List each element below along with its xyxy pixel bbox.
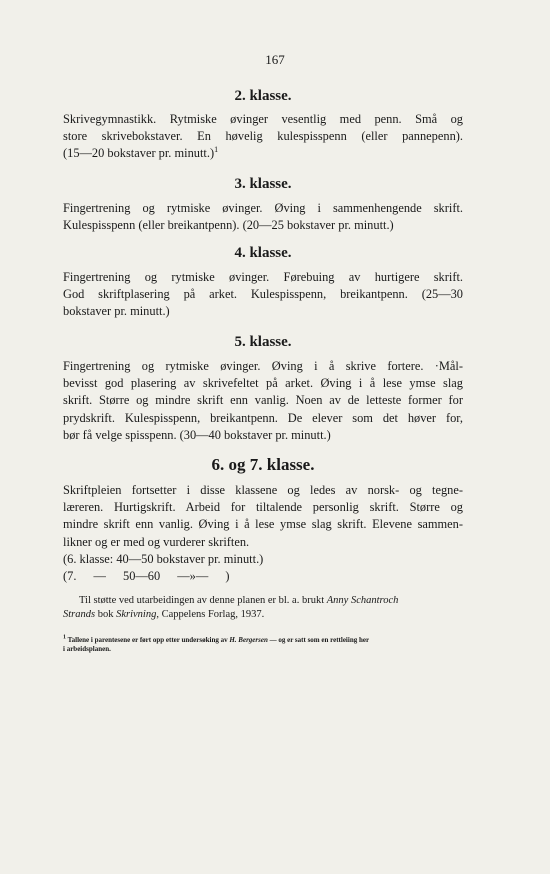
section-heading: 2. klasse. (234, 88, 292, 104)
section-heading: 4. klasse. (234, 245, 292, 261)
section-body (63, 200, 463, 234)
text-line: store skrivebokstaver. En høvelig kulespisspenn (eller pannepenn). (63, 129, 463, 144)
footnote-text: i arbeidsplanen. (63, 645, 111, 653)
section-body (63, 482, 463, 585)
section-5-klasse (63, 334, 463, 444)
text-line: (7. — 50—60 —»— ) (63, 569, 230, 584)
section-3-klasse (63, 176, 463, 234)
text-line: Fingertrening og rytmiske øvinger. Øving i å skrive fortere. ·Mål- (63, 359, 463, 373)
text-line: God skriftplasering på arket. Kulespisspenn, breikantpenn. (25—30 (63, 287, 463, 302)
text-line: mindre skrift enn vanlig. Øving i å lese ymse slag skrift. Elevene sammen- (63, 517, 463, 532)
footnote (63, 636, 463, 654)
section-heading: 3. klasse. (234, 176, 292, 192)
section-heading: 6. og 7. klasse. (211, 455, 315, 474)
closing-note-text: , Cappelens Forlag, 1937. (156, 609, 265, 620)
text-line: Fingertrening og rytmiske øvinger. Førebuing av hurtigere skrift. (63, 270, 463, 284)
footnote-text: Tallene i parentesene er ført opp etter undersøking av (66, 636, 230, 644)
text-line: bør få velge spisspenn. (30—40 bokstaver pr. minutt.) (63, 427, 331, 442)
text-line: læreren. Hurtigskrift. Arbeid for tiltalende personlig skrift. Større og (63, 500, 463, 515)
page-number: 167 (265, 52, 285, 67)
section-2-klasse (63, 88, 463, 163)
footnote-marker: 1 (63, 634, 66, 641)
section-heading: 5. klasse. (234, 334, 292, 350)
closing-note-book: Skrivning (116, 609, 157, 620)
text-line: Skrivegymnastikk. Rytmiske øvinger vesentlig med penn. Små og (63, 112, 463, 126)
text-line: Fingertrening og rytmiske øvinger. Øving i sammenhengende skrift. (63, 201, 463, 215)
closing-note-author: Anny Schantroch (326, 595, 399, 606)
text-line: likner og er med og vurderer skriften. (63, 534, 250, 549)
closing-note-text: bok (95, 609, 117, 620)
section-body (63, 358, 463, 444)
text-line: prydskrift. Kulespisspenn, breikantpenn. De elever som det høver for, (63, 410, 463, 425)
section-body (63, 269, 463, 321)
closing-note (63, 594, 463, 622)
text-line: Skriftpleien fortsetter i disse klassene og ledes av norsk- og tegne- (63, 483, 463, 497)
text-line: Kulespisspenn (eller breikantpenn). (20—25 bokstaver pr. minutt.) (63, 218, 394, 233)
text-line-content: (15—20 bokstaver pr. minutt.) (63, 146, 215, 161)
section-4-klasse (63, 245, 463, 321)
footnote-marker: 1 (214, 145, 219, 155)
closing-note-text: Til støtte ved utarbeidingen av denne planen er bl. a. brukt (79, 595, 327, 606)
text-line: bokstaver pr. minutt.) (63, 304, 170, 319)
section-6-7-klasse (63, 455, 463, 585)
section-body (63, 111, 463, 163)
text-line: bevisst god plasering av skrivefeltet på arket. Øving i å lese ymse slag (63, 376, 463, 391)
text-line: skrift. Større og mindre skrift enn vanlig. Noen av de letteste former for (63, 393, 463, 408)
footnote-text: — og er satt som en rettleiing her (267, 636, 370, 644)
text-line: (6. klasse: 40—50 bokstaver pr. minutt.) (63, 551, 264, 566)
text-line (63, 145, 463, 162)
closing-note-author-surname: Strands (63, 609, 96, 620)
footnote-name: H. Bergersen (229, 636, 268, 644)
